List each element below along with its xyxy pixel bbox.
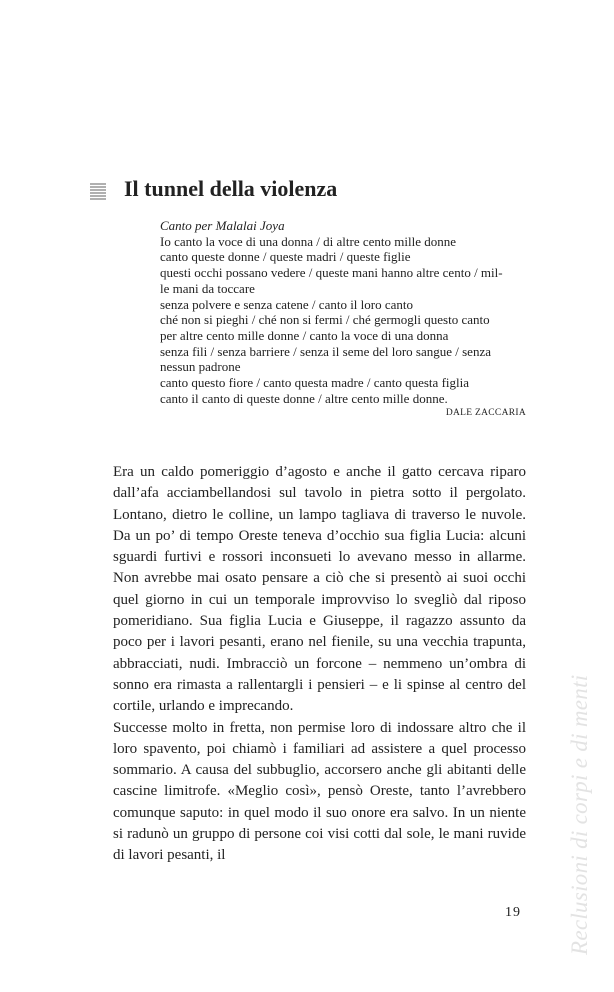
epigraph-line: ché non si pieghi / ché non si fermi / ché germogli questo canto (160, 312, 490, 328)
epigraph-line: canto questo fiore / canto questa madre / canto questa figlia (160, 375, 469, 391)
epigraph-line: per altre cento mille donne / canto la voce di una donna (160, 327, 449, 343)
paragraph: Successe molto in fretta, non permise loro di indossare altro che il loro spavento, poi chiamò i familiari ad assistere a quel processo sommario. A causa del subbuglio, accorsero anche gli abitanti delle cascine limitrofe. «Meglio così», pensò Oreste, tanto l’avrebbero comunque saputo: in quel modo il suo onore era salvo. In un niente si radunò un gruppo di persone coi visi cotti dal sole, le mani ruvide di lavori pesanti, il (113, 719, 526, 864)
chapter-title: Il tunnel della violenza (124, 176, 338, 201)
epigraph (160, 218, 526, 422)
epigraph-line: senza polvere e senza catene / canto il loro canto (160, 296, 414, 312)
epigraph-line: Io canto la voce di una donna / di altre cento mille donne (160, 233, 457, 249)
running-head: Reclusioni di corpi e di menti (567, 674, 592, 955)
body-text (113, 462, 526, 867)
page-number: 19 (505, 905, 521, 920)
epigraph-line: questi occhi possano vedere / queste mani hanno altre cento / mil- (160, 265, 503, 281)
paragraph: Era un caldo pomeriggio d’agosto e anche il gatto cercava riparo dall’afa acciambellandosi sul tavolo in pietra sotto il pergolato. Lontano, dietro le colline, un lampo tagliava di traverso le nuvole. Da un po’ di tempo Oreste teneva d’occhio sua figlia Lucia: alcuni sguardi furtivi e rossori inconsueti lo avevano messo in allarme. Non avrebbe mai osato pensare a ciò che si presentò ai suoi occhi quel giorno in cui un temporale improvviso lo svegliò dal riposo pomeridiano. Sua figlia Lucia e Giuseppe, il ragazzo assunto da poco per i lavori pesanti, erano nel fienile, su una vecchia trapunta, abbracciati, nudi. Imbracciò un forcone – nemmeno un’ombra di sonno era rimasta a rallentargli i pensieri – e li spinse al centro del cortile, urlando e imprecando. (113, 464, 526, 715)
epigraph-line: le mani da toccare (160, 280, 255, 296)
epigraph-line: canto queste donne / queste madri / queste figlie (160, 249, 411, 265)
epigraph-line: canto il canto di queste donne / altre cento mille donne. (160, 390, 448, 406)
epigraph-line: senza fili / senza barriere / senza il seme del loro sangue / senza (160, 343, 491, 359)
stacked-lines-icon (90, 183, 107, 201)
epigraph-author: DALE ZACCARIA (445, 408, 526, 419)
epigraph-line: nessun padrone (160, 359, 241, 375)
epigraph-title: Canto per Malalai Joya (160, 218, 285, 233)
